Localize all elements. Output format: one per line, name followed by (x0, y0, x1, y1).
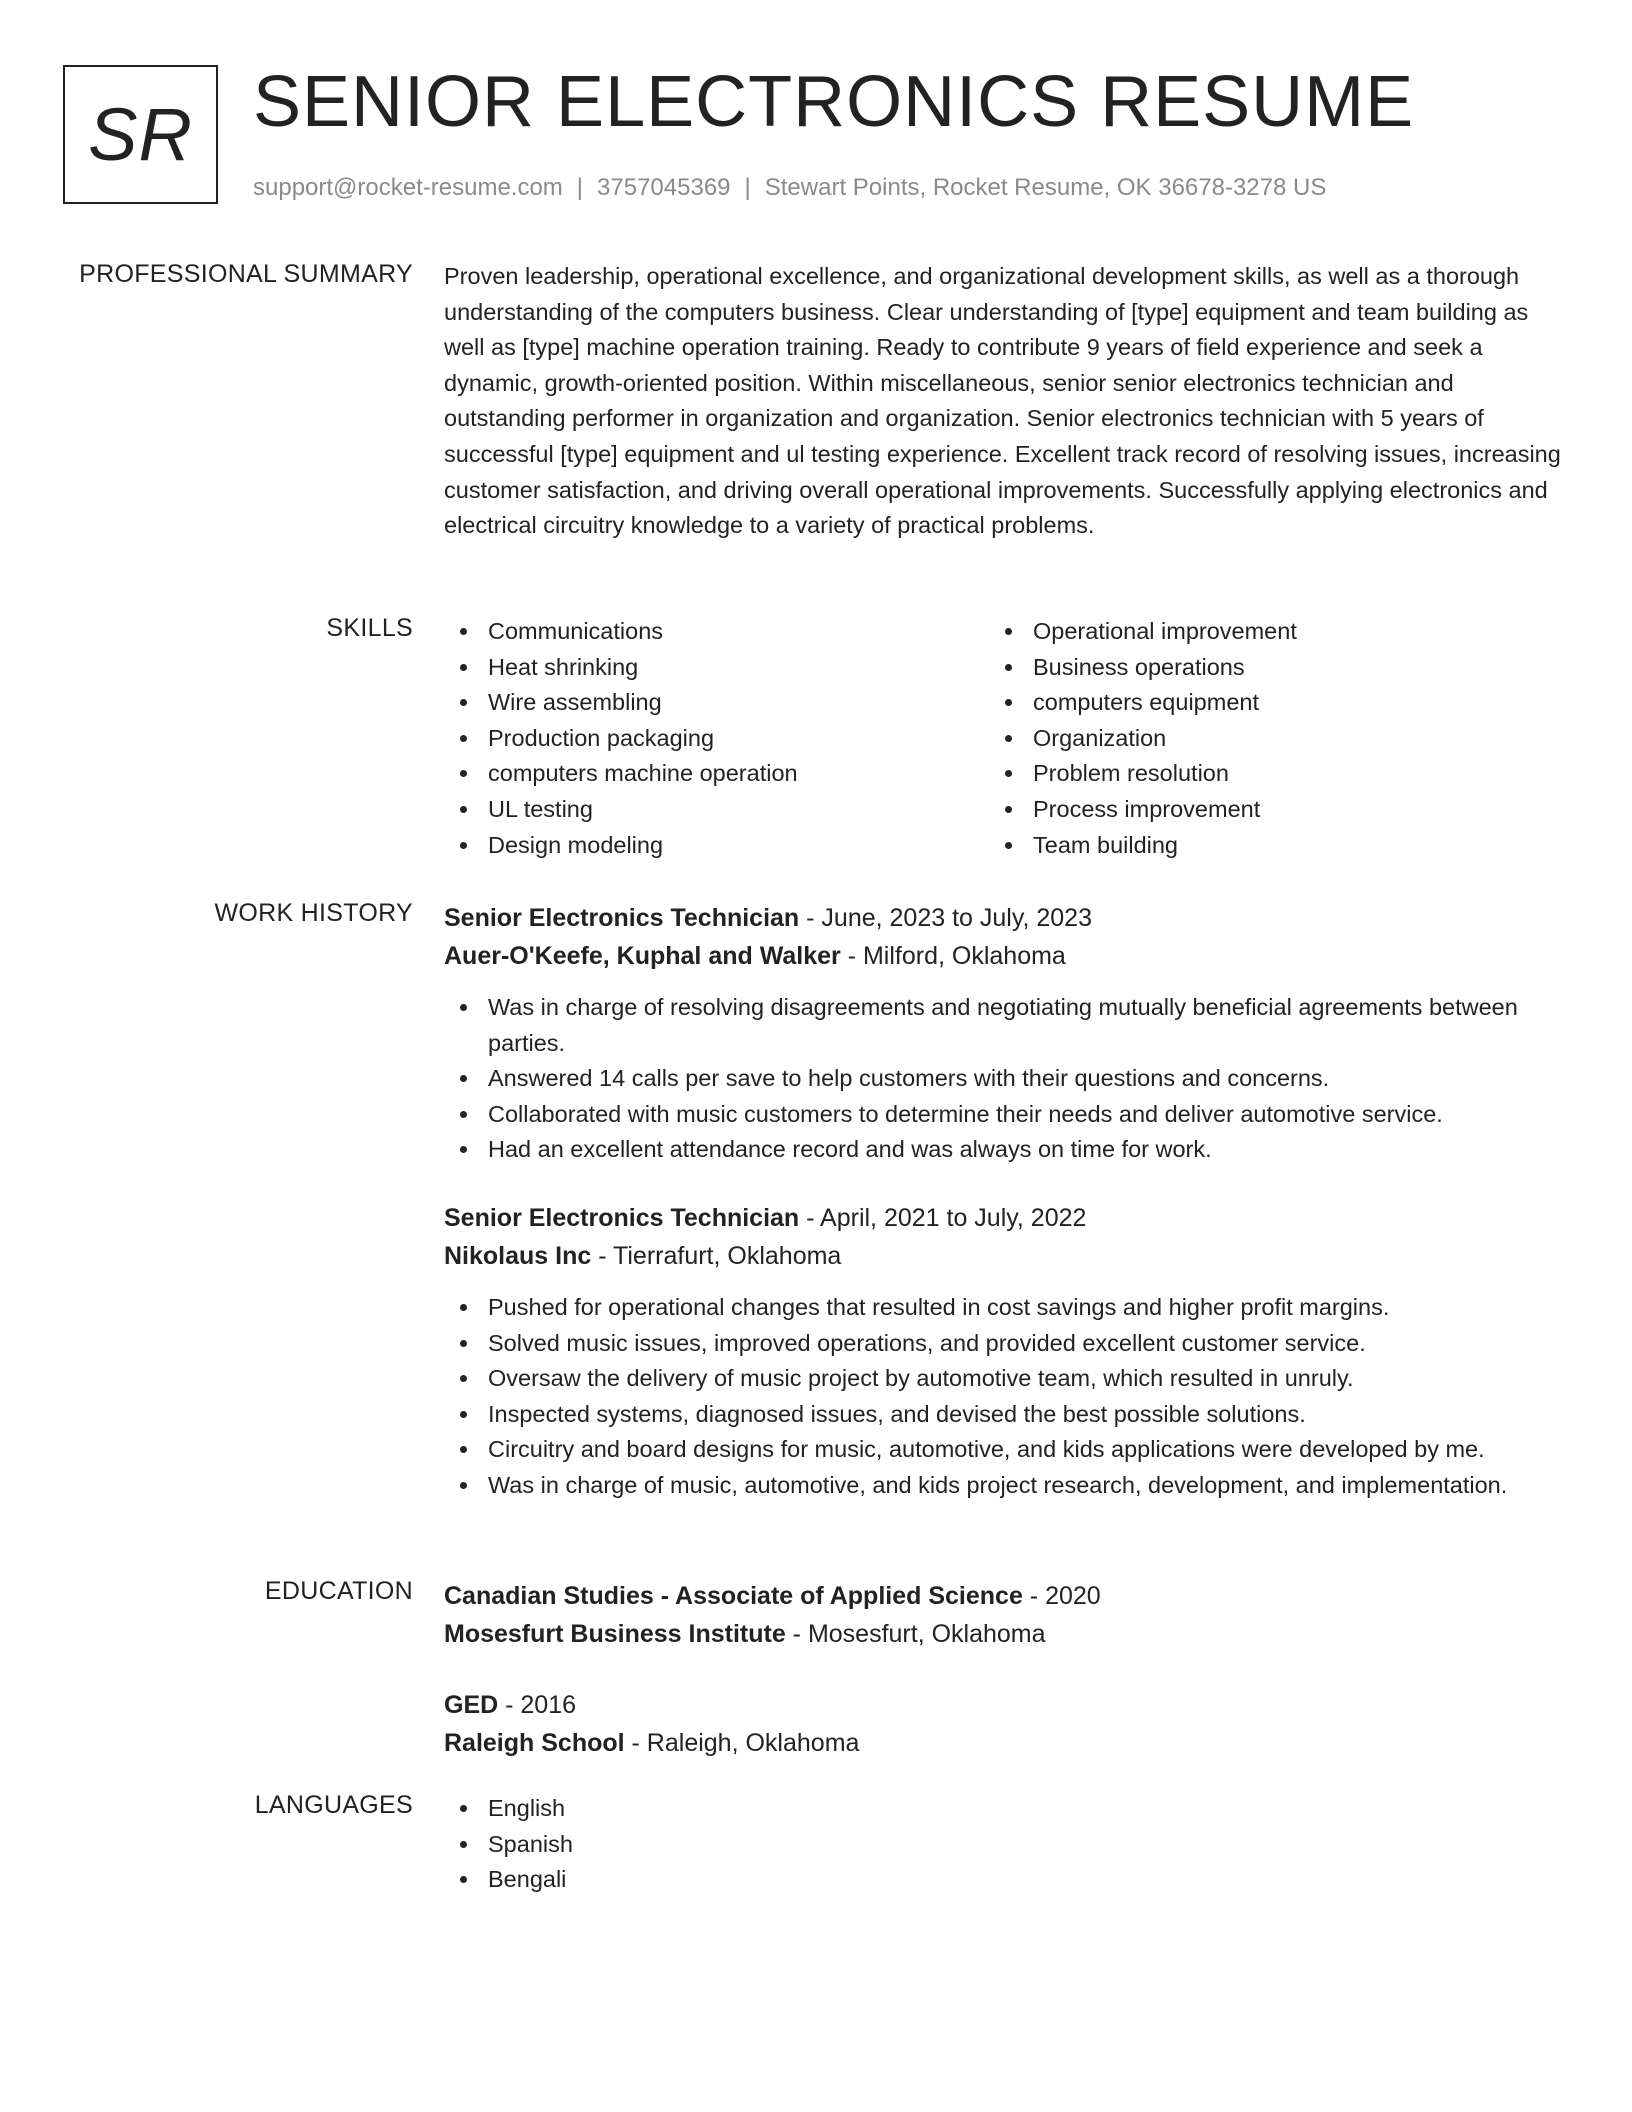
skill-item: Organization (989, 721, 1534, 757)
skill-item: Heat shrinking (444, 650, 989, 686)
education-location: - Raleigh, Oklahoma (624, 1729, 860, 1757)
job-entry (444, 899, 1564, 1168)
job-duty: Oversaw the delivery of music project by automotive team, which resulted in unruly. (444, 1361, 1564, 1397)
job-title-line (444, 1199, 1564, 1237)
job-duty: Collaborated with music customers to determine their needs and deliver automotive service. (444, 1097, 1564, 1133)
skill-item: Communications (444, 614, 989, 650)
job-title: Senior Electronics Technician (444, 904, 800, 932)
education-entry (444, 1686, 1564, 1762)
job-duty: Inspected systems, diagnosed issues, and devised the best possible solutions. (444, 1397, 1564, 1433)
section-label-summary: PROFESSIONAL SUMMARY (79, 260, 413, 288)
summary-body (444, 260, 1564, 544)
section-label-work-history: WORK HISTORY (214, 899, 413, 927)
job-duty: Pushed for operational changes that resulted in cost savings and higher profit margins. (444, 1290, 1564, 1326)
job-entry (444, 1199, 1564, 1504)
skill-item: UL testing (444, 792, 989, 828)
skill-item: computers equipment (989, 685, 1534, 721)
resume-title: SENIOR ELECTRONICS RESUME (253, 62, 1415, 142)
section-label-skills: SKILLS (326, 614, 413, 642)
skills-list-right (989, 614, 1534, 863)
job-duty: Answered 14 calls per save to help customers with their questions and concerns. (444, 1061, 1564, 1097)
education-school-line (444, 1724, 1564, 1762)
work-history-body (444, 899, 1564, 1504)
job-duty: Circuitry and board designs for music, automotive, and kids applications were developed by me. (444, 1432, 1564, 1468)
job-title-line (444, 899, 1564, 937)
skill-item: Business operations (989, 650, 1534, 686)
job-duty: Was in charge of resolving disagreements and negotiating mutually beneficial agreements between parties. (444, 990, 1564, 1061)
education-degree-line (444, 1577, 1564, 1615)
skill-item: Team building (989, 828, 1534, 864)
resume-header (63, 62, 1563, 210)
education-year: - 2020 (1022, 1582, 1101, 1610)
education-degree: Canadian Studies - Associate of Applied Science (444, 1582, 1023, 1610)
skill-item: Production packaging (444, 721, 989, 757)
language-item: Spanish (444, 1827, 1564, 1863)
education-degree-line (444, 1686, 1564, 1724)
skill-item: Process improvement (989, 792, 1534, 828)
skill-item: Wire assembling (444, 685, 989, 721)
education-school: Mosesfurt Business Institute (444, 1620, 786, 1648)
job-location: - Tierrafurt, Oklahoma (591, 1241, 842, 1270)
summary-text: Proven leadership, operational excellence, and organizational development skills, as well as a thorough understanding of the computers business. Clear understanding of [type] equipment and team building as well as [type] machine operation training. Ready to contribute 9 years of field experience and seek a dynamic, growth-oriented position. Within miscellaneous, senior senior electronics technician and outstanding performer in organization and organization. Senior electronics technician with 5 years of successful [type] equipment and ul testing experience. Excellent track record of resolving issues, increasing customer satisfaction, and driving overall operational improvements. Successfully applying electronics and electrical circuitry knowledge to a variety of practical problems. (444, 263, 1561, 539)
job-company: Nikolaus Inc (444, 1241, 592, 1270)
education-location: - Mosesfurt, Oklahoma (785, 1620, 1046, 1648)
job-duties-list (444, 1290, 1564, 1504)
skills-list-left (444, 614, 989, 863)
education-year: - 2016 (498, 1691, 577, 1719)
section-label-education: EDUCATION (264, 1577, 413, 1605)
job-company-line (444, 1237, 1564, 1275)
monogram-logo: SR (63, 65, 218, 204)
job-location: - Milford, Oklahoma (840, 942, 1066, 970)
language-item: Bengali (444, 1862, 1564, 1898)
job-duty: Had an excellent attendance record and was always on time for work. (444, 1132, 1564, 1168)
education-degree: GED (444, 1691, 499, 1719)
contact-separator: | (744, 174, 751, 201)
section-label-languages: LANGUAGES (254, 1791, 413, 1819)
education-school-line (444, 1615, 1564, 1653)
skill-item: Design modeling (444, 828, 989, 864)
job-duty: Was in charge of music, automotive, and kids project research, development, and implementation. (444, 1468, 1564, 1504)
languages-list (444, 1791, 1564, 1898)
job-duty: Solved music issues, improved operations, and provided excellent customer service. (444, 1326, 1564, 1362)
job-company-line (444, 937, 1564, 975)
languages-body (444, 1791, 1564, 1898)
job-company: Auer-O'Keefe, Kuphal and Walker (444, 942, 841, 970)
job-duties-list (444, 990, 1564, 1168)
contact-email[interactable]: support@rocket-resume.com (253, 174, 563, 201)
contact-address: Stewart Points, Rocket Resume, OK 36678-3278 US (764, 174, 1327, 201)
skill-item: Problem resolution (989, 756, 1534, 792)
education-body (444, 1577, 1564, 1762)
job-dates: - June, 2023 to July, 2023 (799, 904, 1092, 932)
job-title: Senior Electronics Technician (444, 1203, 800, 1232)
job-dates: - April, 2021 to July, 2022 (799, 1203, 1087, 1232)
skill-item: computers machine operation (444, 756, 989, 792)
education-entry (444, 1577, 1564, 1653)
skills-body (444, 614, 1564, 863)
education-school: Raleigh School (444, 1729, 625, 1757)
skill-item: Operational improvement (989, 614, 1534, 650)
contact-separator: | (576, 174, 584, 201)
contact-line (253, 174, 1326, 202)
contact-phone[interactable]: 3757045369 (597, 174, 731, 201)
language-item: English (444, 1791, 1564, 1827)
